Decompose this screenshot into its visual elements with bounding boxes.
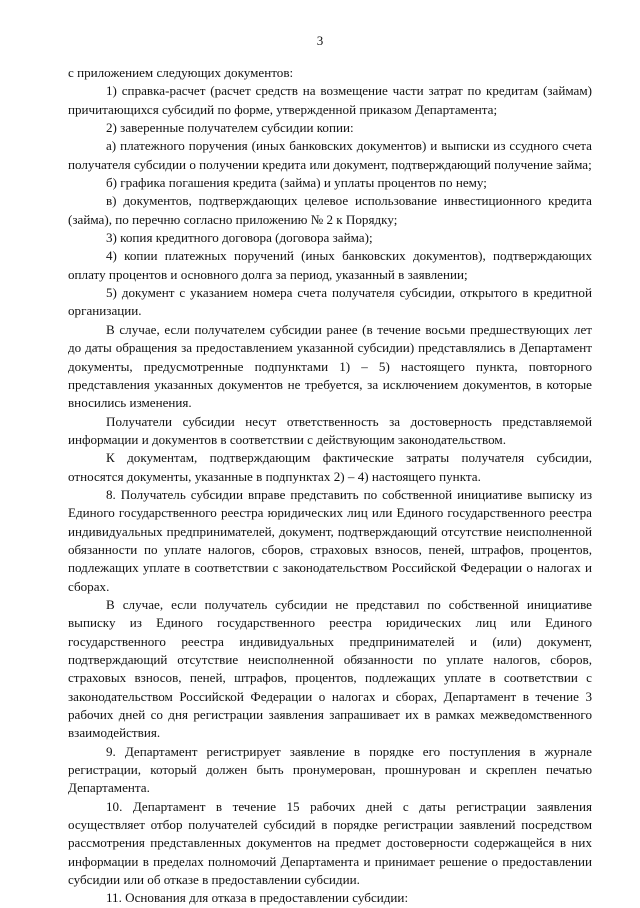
document-body xyxy=(68,64,592,908)
paragraph-item-4: 4) копии платежных поручений (иных банковских документов), подтверждающих оплату процентов и основного долга за период, указанный в заявлении; xyxy=(68,248,592,282)
paragraph-clause-9: 9. Департамент регистрирует заявление в порядке его поступления в журнале регистрации, который должен быть пронумерован, прошнурован и скреплен печатью Департамента. xyxy=(68,743,592,796)
paragraph-item-5: 5) документ с указанием номера счета получателя субсидии, открытого в кредитной организации. xyxy=(68,285,592,319)
paragraph-item-2: 2) заверенные получателем субсидии копии: xyxy=(106,120,354,136)
paragraph-clause-8-interagency: В случае, если получатель субсидии не представил по собственной инициативе выписку из Единого государственного реестра юридических лиц или Единого государственного реестра индивидуальных предпринимателей и (или) документ, подтверждающий отсутствие неисполненной обязанности по уплате налогов, сборов, страховых взносов, пеней, штрафов, процентов, подлежащих уплате в соответствии с законодательством Российской Федерации о налогах и сборах, Департамент в течение 3 рабочих дней со дня регистрации заявления запрашивает их в рамках межведомственного взаимодействия. xyxy=(68,596,592,741)
paragraph-responsibility: Получатели субсидии несут ответственность за достоверность представляемой информации и документов в соответствии с действующим законодательством. xyxy=(68,413,592,447)
paragraph-intro: с приложением следующих документов: xyxy=(68,65,294,80)
paragraph-item-2c: в) документов, подтверждающих целевое использование инвестиционного кредита (займа), по перечню согласно приложению № 2 к Порядку; xyxy=(68,193,592,227)
paragraph-item-3: 3) копия кредитного договора (договора займа); xyxy=(106,230,373,246)
paragraph-item-2b: б) графика погашения кредита (займа) и уплаты процентов по нему; xyxy=(106,175,487,191)
paragraph-previous-submission: В случае, если получателем субсидии ранее (в течение восьми предшествующих лет до даты обращения за предоставлением указанной субсидии) представлялись в Департамент документы, предусмотренные подпунктами 1) – 5) настоящего пункта, повторного представления указанных документов не требуется, за исключением документов, в которые вносились изменения. xyxy=(68,321,592,411)
paragraph-item-1: 1) справка-расчет (расчет средств на возмещение части затрат по кредитам (займам) причитающихся субсидий по форме, утвержденной приказом Департамента; xyxy=(68,83,592,117)
paragraph-clause-8: 8. Получатель субсидии вправе представить по собственной инициативе выписку из Единого государственного реестра юридических лиц или Единого государственного реестра индивидуальных предпринимателей, документ, подтверждающий отсутствие неисполненной обязанности по уплате налогов, сборов, страховых взносов, пеней, штрафов, процентов, подлежащих уплате в соответствии с законодательством Российской Федерации о налогах и сборах. xyxy=(68,486,592,594)
paragraph-item-2a: а) платежного поручения (иных банковских документов) и выписки из ссудного счета получателя субсидии о получении кредита или документ, подтверждающий получение займа; xyxy=(68,138,592,172)
paragraph-clause-11: 11. Основания для отказа в предоставлении субсидии: xyxy=(106,890,409,906)
page-number: 3 xyxy=(316,33,324,48)
paragraph-cost-documents: К документам, подтверждающим фактические затраты получателя субсидии, относятся документы, указанные в подпунктах 2) – 4) настоящего пункта. xyxy=(68,450,592,484)
paragraph-clause-10: 10. Департамент в течение 15 рабочих дней с даты регистрации заявления осуществляет отбор получателей субсидий в порядке регистрации заявлений посредством рассмотрения представленных документов на предмет достоверности содержащейся в них информации в пределах полномочий Департамента и принимает решение о предоставлении субсидии или об отказе в предоставлении субсидии. xyxy=(68,798,592,888)
